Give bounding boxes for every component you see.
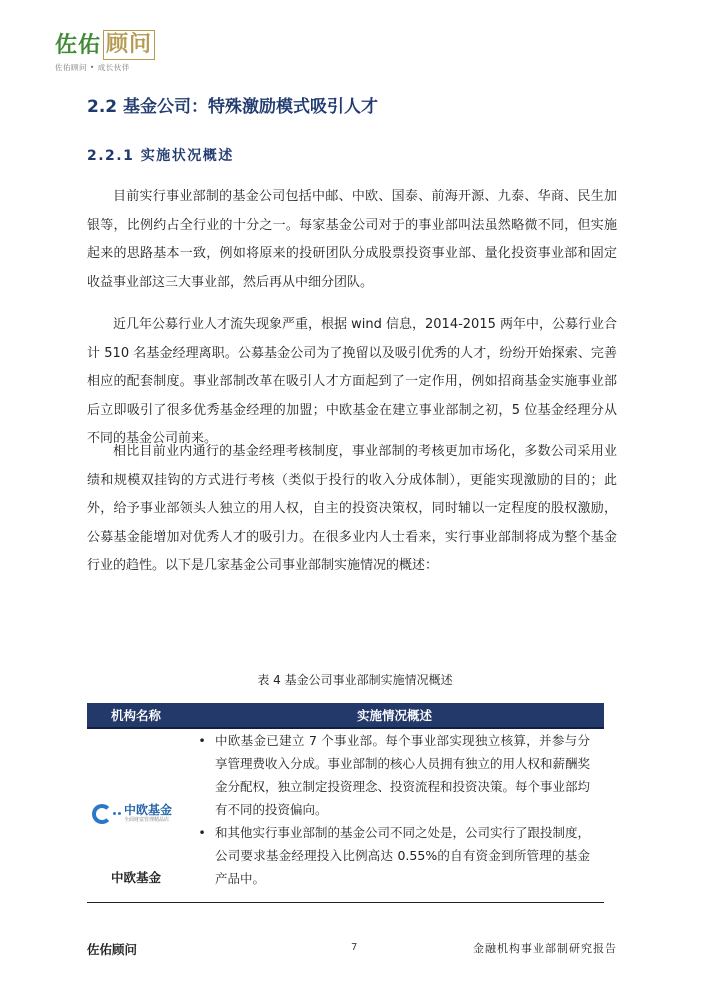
paragraph-2: 近几年公募行业人才流失现象严重，根据 wind 信息，2014-2015 两年中，公募行业合计 510 名基金经理离职。公募基金公司为了挽留以及吸引优秀的人才，纷纷开始探索、完善相应的配套制度。事业部制改革在吸引人才方面起到了一定作用，例如招商基金实施事业部后立即吸引了很多优秀基金经理的加盟；中欧基金在建立事业部制之初，5 位基金经理分从不同的基金公司前来。	[87, 317, 617, 446]
summary-cell	[185, 729, 604, 902]
summary-table	[87, 703, 604, 903]
bullet-text: 和其他实行事业部制的基金公司不同之处是，公司实行了跟投制度，公司要求基金经理投入比例高达 0.55%的自有资金到所管理的基金产品中。	[215, 825, 591, 886]
org-logo	[92, 803, 172, 824]
logo-tagline: 佐佑顾问 • 成长伙伴	[55, 63, 130, 72]
logo-mark	[55, 30, 165, 60]
bullet-icon: •	[198, 733, 206, 748]
org-logo-ring-icon	[92, 804, 112, 824]
list-item	[185, 821, 604, 890]
header-summary: 实施情况概述	[356, 708, 432, 723]
footer-company: 佐佑顾问	[87, 942, 138, 957]
footer-report-title: 金融机构事业部制研究报告	[473, 942, 617, 955]
subsection-heading: 2.2.1 实施状况概述	[87, 148, 234, 164]
paragraph-1: 目前实行事业部制的基金公司包括中邮、中欧、国泰、前海开源、九泰、华商、民生加银等，比例约占全行业的十分之一。每家基金公司对于的事业部叫法虽然略微不同，但实施起来的思路基本一致，例如将原来的投研团队分成股票投资事业部、量化投资事业部和固定收益事业部这三大事业部，然后再从中细分团队。	[87, 189, 617, 290]
logo-name-b: 顾问	[103, 30, 155, 60]
bullet-icon: •	[198, 825, 206, 840]
org-cell	[87, 729, 185, 902]
section-heading: 2.2 基金公司：特殊激励模式吸引人才	[87, 97, 379, 117]
page-footer	[0, 940, 710, 956]
table-header-row	[87, 703, 604, 729]
table-row	[87, 729, 604, 903]
org-logo-tagline: 全面财富管理精品店	[124, 817, 170, 823]
org-logo-text	[124, 803, 172, 824]
org-name: 中欧基金	[110, 870, 161, 885]
bullet-text: 中欧基金已建立 7 个事业部。每个事业部实现独立核算，并参与分享管理费收入分成。事业部制的核心人员拥有独立的用人权和薪酬奖金分配权，独立制定投资理念、投资流程和投资决策。每个事业部均有不同的投资偏向。	[215, 733, 591, 817]
table-caption: 表 4 基金公司事业部制实施情况概述	[257, 673, 453, 687]
paragraph-3: 相比目前业内通行的基金经理考核制度，事业部制的考核更加市场化，多数公司采用业绩和规模双挂钩的方式进行考核（类似于投行的收入分成体制），更能实现激励的目的；此外，给予事业部领头人独立的用人权，自主的投资决策权，同时辅以一定程度的股权激励，公募基金能增加对优秀人才的吸引力。在很多业内人士看来，实行事业部制将成为整个基金行业的趋性。以下是几家基金公司事业部制实施情况的概述：	[87, 444, 617, 573]
header-org-name: 机构名称	[110, 708, 161, 723]
org-logo-dots-icon	[113, 812, 121, 815]
company-logo	[55, 30, 165, 74]
list-item	[185, 729, 604, 821]
org-logo-name: 中欧基金	[124, 803, 173, 817]
logo-name-a: 佐佑	[55, 33, 102, 58]
page-number: 7	[351, 942, 358, 953]
